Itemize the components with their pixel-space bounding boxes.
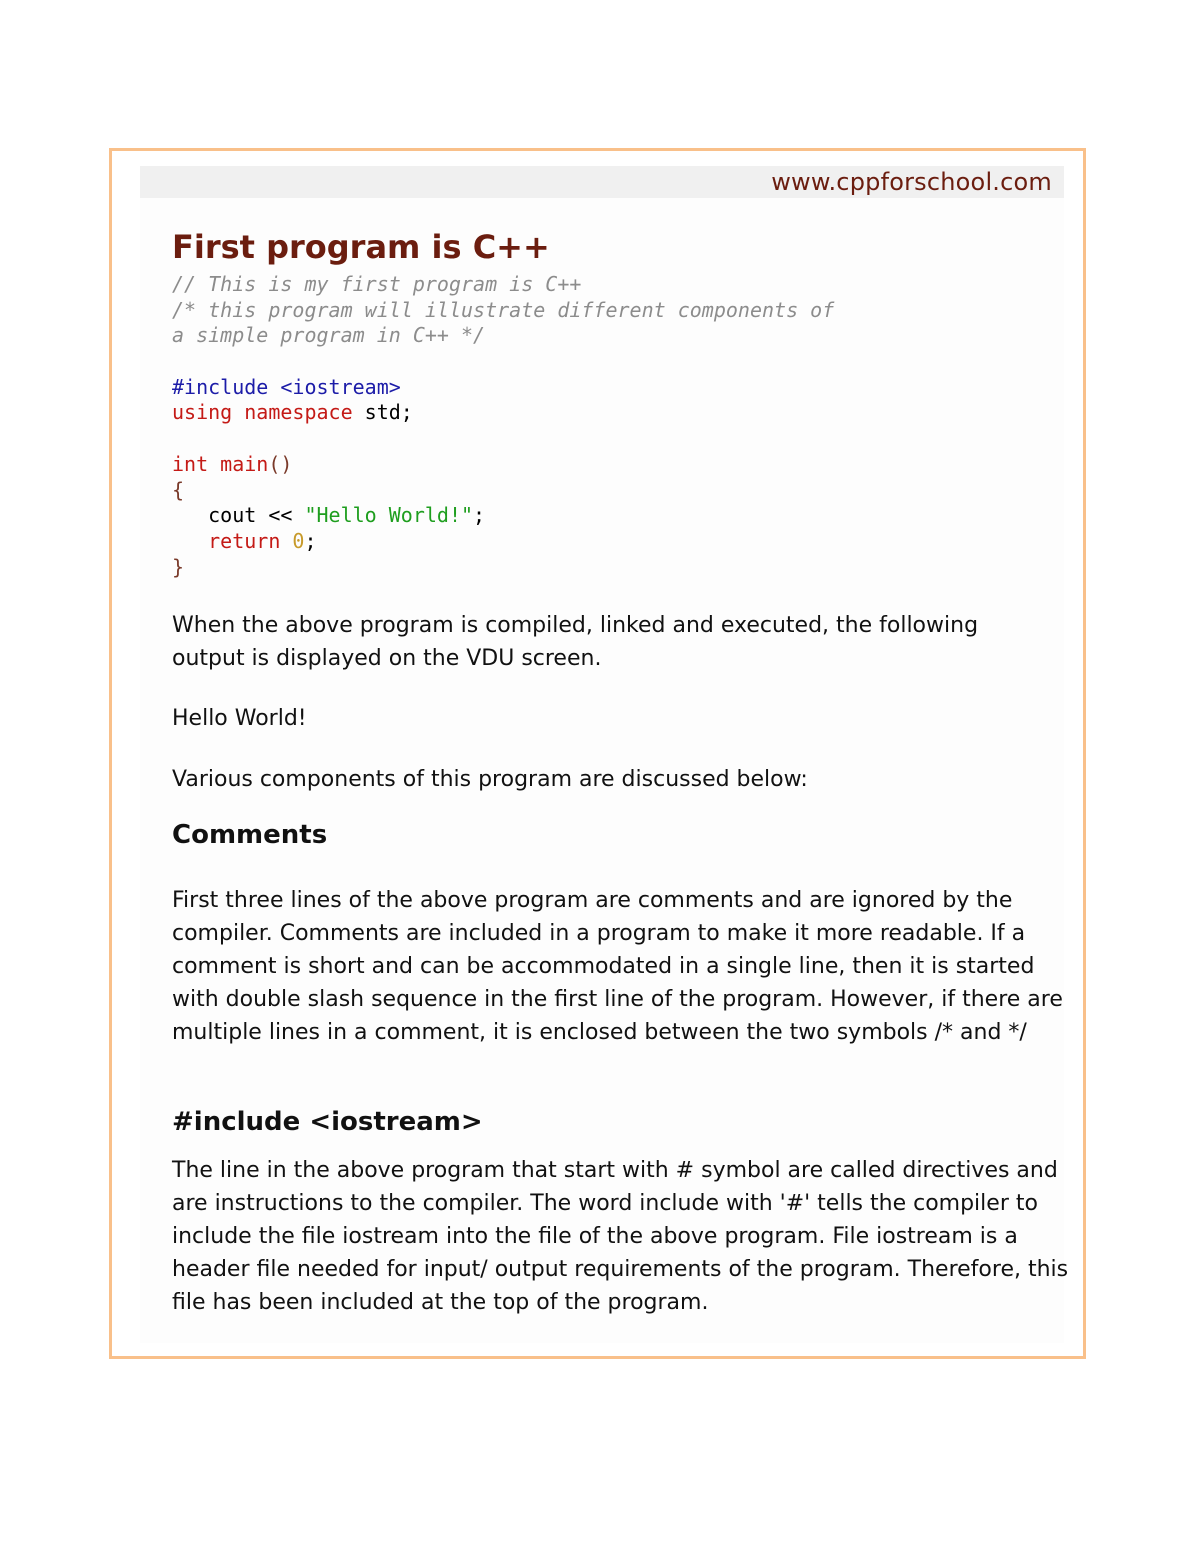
page-title: First program is C++ [172, 228, 550, 266]
intro-paragraph: When the above program is compiled, linked and executed, the following output is displayed on the VDU screen. [172, 613, 979, 671]
code-return-keyword: return [172, 528, 281, 553]
code-line-return [172, 529, 834, 555]
code-main-parens: () [268, 451, 293, 476]
code-line-blank-2 [172, 426, 834, 452]
components-intro: Various components of this program are discussed below: [172, 767, 808, 792]
code-return-semicolon: ; [304, 528, 317, 553]
code-line-comment-1: // This is my first program is C++ [172, 272, 582, 296]
output-text: Hello World! [172, 706, 307, 731]
code-line-include: #include <iostream> [172, 374, 401, 399]
include-paragraph: The line in the above program that start with # symbol are called directives and are instructions to the compiler. The word include with '#' tells the compiler to include the file iostream into the file of the above program. File iostream is a header file needed for input/ output requirements of the program. Therefore, this file has been included at the top of the program. [172, 1158, 1069, 1315]
code-cout-semicolon: ; [473, 503, 486, 528]
code-hello-string: "Hello World!" [304, 503, 474, 528]
code-line-blank-1 [172, 349, 834, 375]
code-line-cout [172, 503, 834, 529]
comments-paragraph: First three lines of the above program are comments and are ignored by the compiler. Comments are included in a program to make it more readable. If a comment is short and can be accommodated in a single line, then it is started with double slash sequence in the first line of the program. However, if there are multiple lines in a comment, it is enclosed between the two symbols /* and */ [172, 888, 1063, 1045]
page-frame [109, 148, 1086, 1359]
include-heading: #include <iostream> [172, 1107, 483, 1137]
code-using-keyword: using namespace [172, 400, 353, 425]
code-int-keyword: int [172, 451, 209, 476]
code-main-name: main [208, 451, 269, 476]
code-line-close-brace: } [172, 554, 185, 579]
code-line-comment-2: /* this program will illustrate different components of [172, 297, 835, 322]
code-line-main [172, 452, 834, 478]
comments-heading: Comments [172, 820, 328, 850]
code-cout: cout << [172, 503, 305, 528]
code-block [172, 272, 834, 580]
code-using-rest: std; [352, 400, 413, 425]
code-return-value: 0 [280, 528, 305, 553]
code-line-open-brace: { [172, 477, 185, 502]
content-panel [140, 166, 1069, 1343]
code-line-comment-3: a simple program in C++ */ [172, 323, 486, 348]
site-url: www.cppforschool.com [771, 168, 1052, 196]
code-line-using [172, 400, 834, 426]
site-header-bar [140, 166, 1064, 198]
